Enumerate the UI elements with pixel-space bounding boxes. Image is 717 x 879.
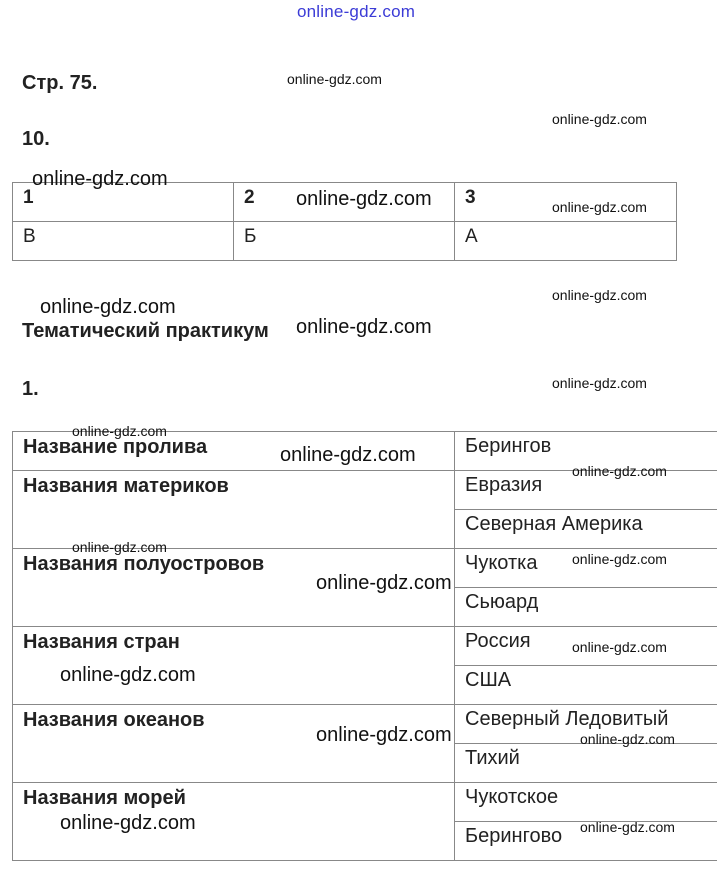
answer-header-cell: 3 bbox=[455, 183, 677, 222]
value-cell: Северная Америка bbox=[455, 510, 717, 549]
value-cell: Тихий bbox=[455, 744, 717, 783]
answer-value-cell: А bbox=[455, 222, 677, 261]
section-title: Тематический практикум bbox=[22, 320, 269, 342]
watermark-top: online-gdz.com bbox=[297, 2, 416, 21]
answer-header-cell: 1 bbox=[13, 183, 234, 222]
watermark: online-gdz.com bbox=[580, 731, 675, 747]
watermark: online-gdz.com bbox=[32, 168, 168, 190]
value-cell: Чукотское bbox=[455, 783, 717, 822]
watermark: online-gdz.com bbox=[316, 572, 452, 594]
category-cell: Названия полуостровов bbox=[13, 549, 455, 627]
category-cell: Названия материков bbox=[13, 471, 455, 549]
watermark: online-gdz.com bbox=[316, 724, 452, 746]
watermark: online-gdz.com bbox=[40, 296, 176, 318]
page-reference: Стр. 75. bbox=[22, 72, 98, 94]
category-cell: Названия морей bbox=[13, 783, 455, 861]
value-cell: США bbox=[455, 666, 717, 705]
watermark: online-gdz.com bbox=[296, 188, 432, 210]
category-cell: Названия океанов bbox=[13, 705, 455, 783]
task-1-number: 1. bbox=[22, 378, 39, 400]
value-cell: Чукотка bbox=[455, 549, 717, 588]
watermark: online-gdz.com bbox=[287, 71, 382, 87]
value-cell: Россия bbox=[455, 627, 717, 666]
watermark: online-gdz.com bbox=[296, 316, 432, 338]
watermark: online-gdz.com bbox=[72, 539, 167, 555]
value-cell: Сьюард bbox=[455, 588, 717, 627]
watermark: online-gdz.com bbox=[580, 819, 675, 835]
watermark: online-gdz.com bbox=[72, 423, 167, 439]
watermark: online-gdz.com bbox=[552, 287, 647, 303]
watermark: online-gdz.com bbox=[552, 375, 647, 391]
category-cell: Названия стран bbox=[13, 627, 455, 705]
answer-table-value-row bbox=[13, 222, 677, 261]
watermark: online-gdz.com bbox=[572, 639, 667, 655]
watermark: online-gdz.com bbox=[60, 664, 196, 686]
value-cell: Берингов bbox=[455, 432, 717, 471]
watermark: online-gdz.com bbox=[552, 199, 647, 215]
watermark: online-gdz.com bbox=[572, 463, 667, 479]
watermark: online-gdz.com bbox=[280, 444, 416, 466]
value-cell: Берингово bbox=[455, 822, 717, 861]
watermark: online-gdz.com bbox=[552, 111, 647, 127]
answer-header-cell: 2 bbox=[234, 183, 455, 222]
value-cell: Евразия bbox=[455, 471, 717, 510]
value-cell: Северный Ледовитый bbox=[455, 705, 717, 744]
watermark: online-gdz.com bbox=[60, 812, 196, 834]
answer-value-cell: В bbox=[13, 222, 234, 261]
answer-value-cell: Б bbox=[234, 222, 455, 261]
watermark: online-gdz.com bbox=[572, 551, 667, 567]
task-10-number: 10. bbox=[22, 128, 50, 150]
category-cell: Название пролива bbox=[13, 432, 455, 471]
